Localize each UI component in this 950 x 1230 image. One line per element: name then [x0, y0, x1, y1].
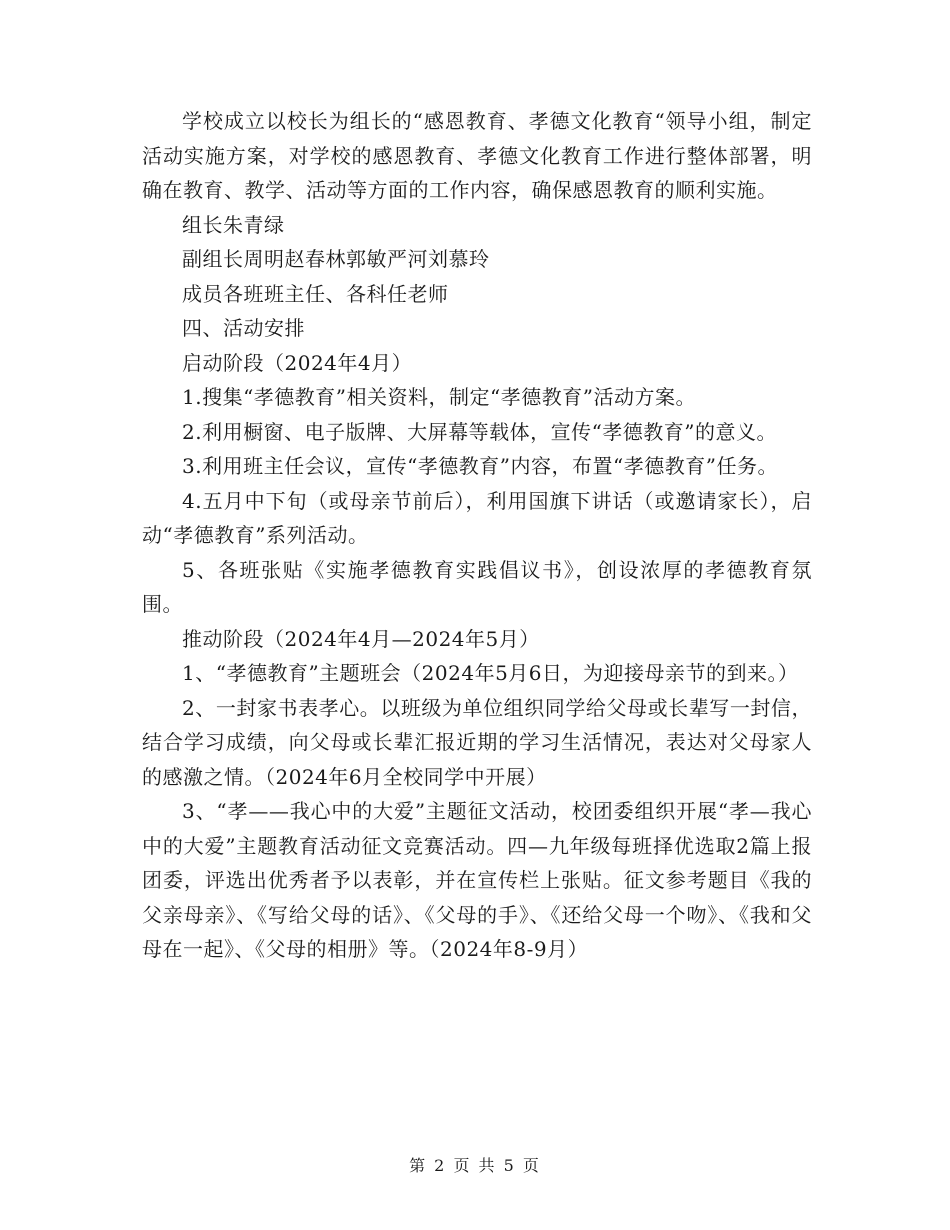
list-item: 1、“孝德教育”主题班会（2024年5月6日，为迎接母亲节的到来。） [182, 661, 799, 685]
list-item: 5、各班张贴《实施孝德教育实践倡议书》，创设浓厚的孝德教育氛围。 [142, 557, 812, 616]
list-item: 2、一封家书表孝心。以班级为单位组织同学给父母或长辈写一封信，结合学习成绩，向父母或长辈汇报近期的学习生活情况，表达对父母家人的感激之情。（2024年6月全校同学中开展） [142, 695, 812, 789]
list-item: 3、“孝——我心中的大爱”主题征文活动，校团委组织开展“孝—我心中的大爱”主题教育活动征文竞赛活动。四—九年级每班择优选取2篇上报团委，评选出优秀者予以表彰，并在宣传栏上张贴。征文参考题目《我的父亲母亲》、《写给父母的话》、《父母的手》、《还给父母一个吻》、《我和父母在一起》、《父母的相册》等。（2024年8-9月） [142, 799, 812, 961]
list-item: 2.利用橱窗、电子版牌、大屏幕等载体，宣传“孝德教育”的意义。 [182, 419, 778, 444]
list-item: 1.搜集“孝德教育”相关资料，制定“孝德教育”活动方案。 [182, 385, 696, 409]
paragraph-deputy-leaders: 副组长周明赵春林郭敏严河刘慕玲 [182, 247, 490, 271]
paragraph-group-leader: 组长朱青绿 [182, 212, 285, 237]
page-number-footer: 第 2 页 共 5 页 [409, 1156, 541, 1175]
stage-heading-launch: 启动阶段（2024年4月） [182, 350, 413, 375]
paragraph-members: 成员各班班主任、各科任老师 [182, 281, 449, 306]
list-item: 4.五月中下旬（或母亲节前后），利用国旗下讲话（或邀请家长），启动“孝德教育”系列活动。 [142, 488, 812, 547]
document-body [142, 104, 812, 967]
list-item: 3.利用班主任会议，宣传“孝德教育”内容，布置“孝德教育”任务。 [182, 454, 778, 478]
section-heading-activity-schedule: 四、活动安排 [182, 316, 305, 340]
stage-heading-promotion: 推动阶段（2024年4月—2024年5月） [182, 626, 540, 651]
paragraph-leadership-group: 学校成立以校长为组长的“感恩教育、孝德文化教育“领导小组，制定活动实施方案，对学校的感恩教育、孝德文化教育工作进行整体部署，明确在教育、教学、活动等方面的工作内容，确保感恩教育的顺利实施。 [142, 109, 812, 202]
